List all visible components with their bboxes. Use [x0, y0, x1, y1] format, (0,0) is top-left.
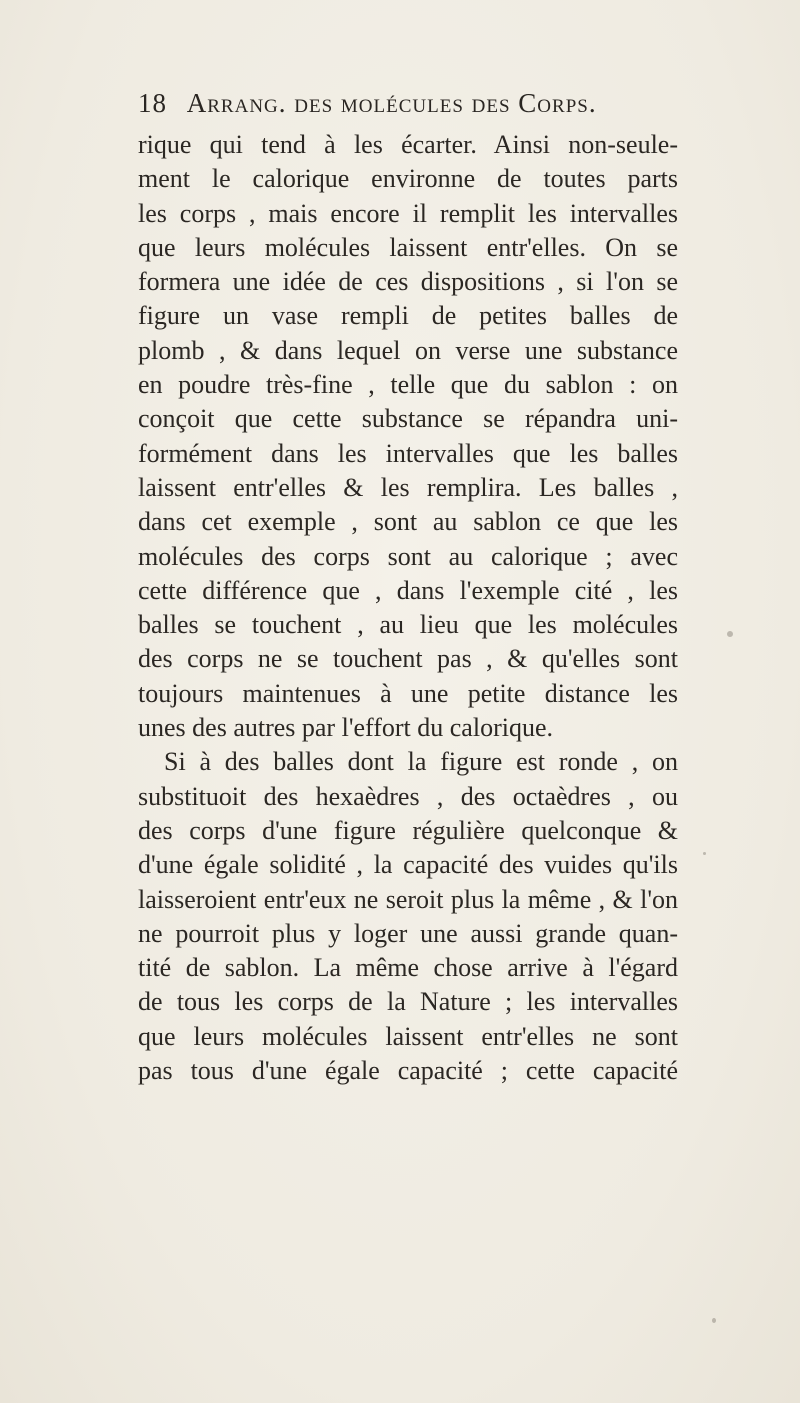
- text-line: tité de sablon. La même chose arrive à l'égard: [138, 953, 678, 983]
- running-title: Arrang. des molécules des Corps.: [186, 88, 597, 118]
- text-line: que leurs molécules laissent entr'elles. On se: [138, 232, 678, 262]
- paper-speck: [727, 631, 733, 637]
- text-line: laissent entr'elles & les remplira. Les balles ,: [138, 472, 678, 502]
- text-line: unes des autres par l'effort du calorique.: [138, 713, 553, 743]
- text-line: formément dans les intervalles que les balles: [138, 438, 678, 468]
- paper-speck: [712, 1318, 716, 1323]
- text-line: laisseroient entr'eux ne seroit plus la même , & l'on: [138, 884, 678, 914]
- text-line: que leurs molécules laissent entr'elles ne sont: [138, 1021, 678, 1051]
- text-line: pas tous d'une égale capacité ; cette capacité: [138, 1056, 678, 1086]
- text-line: de tous les corps de la Nature ; les intervalles: [138, 987, 678, 1017]
- text-line: des corps d'une figure régulière quelconque &: [138, 815, 678, 845]
- text-line: plomb , & dans lequel on verse une substance: [138, 335, 678, 365]
- text-line: toujours maintenues à une petite distance les: [138, 678, 678, 708]
- text-line: les corps , mais encore il remplit les intervalles: [138, 198, 678, 228]
- text-line: des corps ne se touchent pas , & qu'elles sont: [138, 644, 678, 674]
- text-line: rique qui tend à les écarter. Ainsi non-seule-: [138, 130, 678, 159]
- text-line: ment le calorique environne de toutes parts: [138, 164, 678, 194]
- text-line: Si à des balles dont la figure est ronde , on: [164, 747, 678, 777]
- text-line: figure un vase rempli de petites balles de: [138, 301, 678, 331]
- text-line: cette différence que , dans l'exemple cité , les: [138, 575, 678, 605]
- text-line: ne pourroit plus y loger une aussi grande quan-: [138, 918, 678, 948]
- text-line: dans cet exemple , sont au sablon ce que les: [138, 507, 678, 537]
- text-line: formera une idée de ces dispositions , si l'on se: [138, 267, 678, 297]
- text-line: d'une égale solidité , la capacité des vuides qu'ils: [138, 850, 678, 880]
- text-line: balles se touchent , au lieu que les molécules: [138, 610, 678, 640]
- text-line: substituoit des hexaèdres , des octaèdres , ou: [138, 781, 678, 811]
- body-text: [138, 128, 678, 1088]
- text-line: conçoit que cette substance se répandra uni-: [138, 404, 678, 434]
- text-line: en poudre très-fine , telle que du sablon : on: [138, 370, 678, 400]
- paper-speck: [703, 852, 706, 855]
- text-line: molécules des corps sont au calorique ; avec: [138, 541, 678, 571]
- page-number: 18: [138, 88, 167, 118]
- running-head: [138, 88, 678, 119]
